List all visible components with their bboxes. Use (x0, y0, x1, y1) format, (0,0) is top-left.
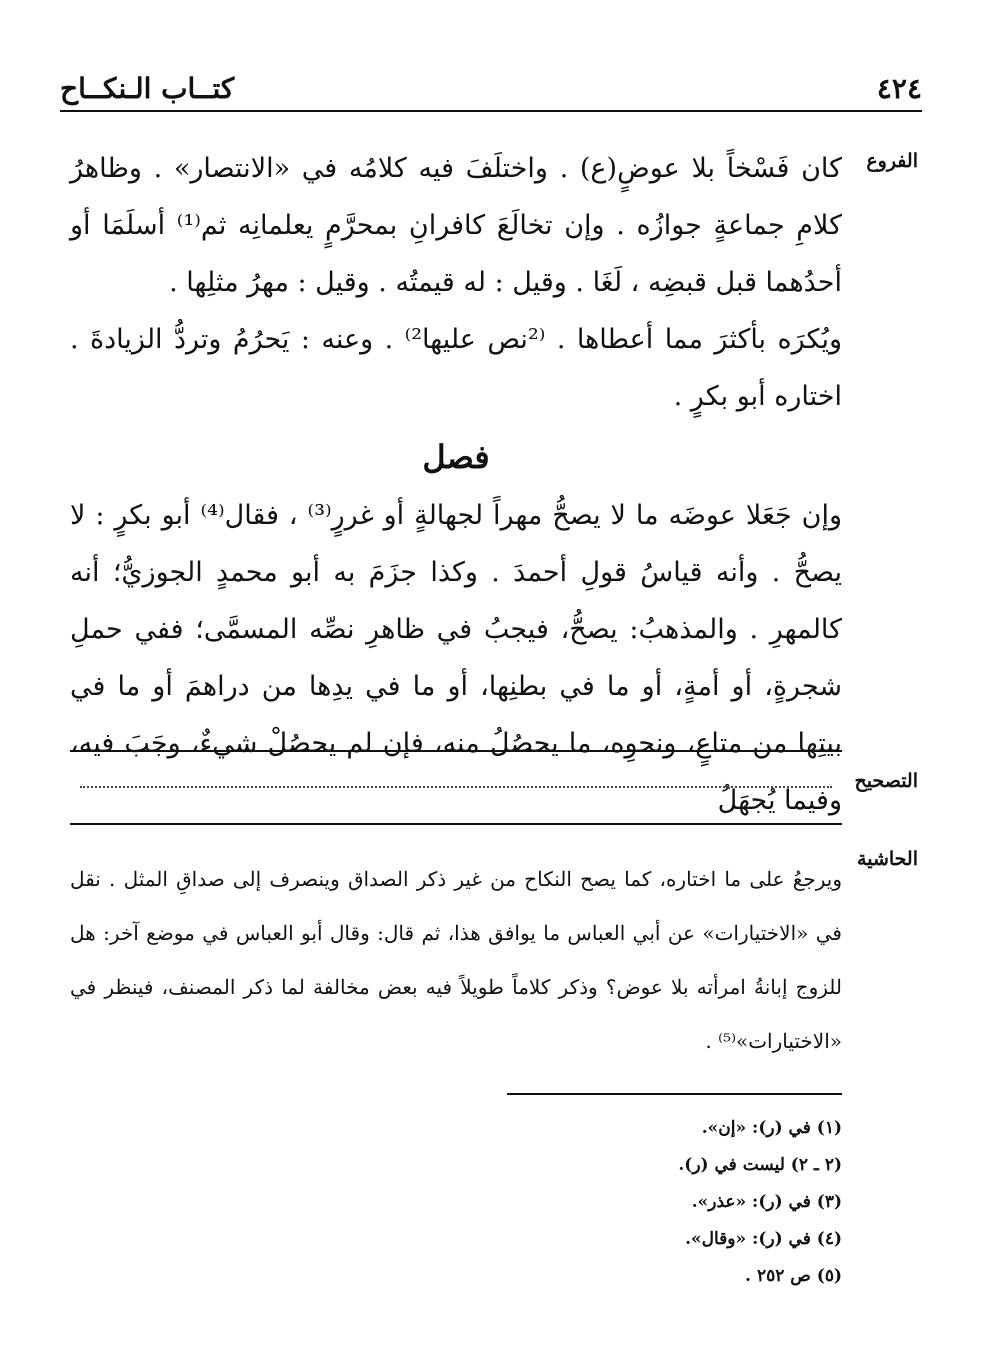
main-paragraph-3: وإن جَعَلا عوضَه ما لا يصحُّ مهراً لجهالةٍ أو غررٍ⁽³⁾ ، فقال⁽⁴⁾ أبو بكرٍ : لا يصحُّ . وأنه قياسُ قولِ أحمدَ . وكذا جزَمَ به أبو محمدٍ الجوزيُّ؛ أنه كالمهرِ . والمذهبُ: يصحُّ، فيجبُ في ظاهرِ نصِّه المسمَّى؛ ففي حملِ شجرةٍ، أو أمةٍ، أو ما في بطنِها، أو ما في يدِها من دراهمَ أو ما في بيتِها من متاعٍ، ونحوِه، ما يحصُلُ منه، فإن لم يحصُلْ شيءٌ، وجَبَ فيه، وفيما يُجهَلُ (70, 500, 843, 816)
running-header (60, 70, 922, 112)
hashiya-text-block (70, 852, 842, 1068)
page-number: ٤٢٤ (876, 72, 922, 105)
footnote-4: (٤) في (ر): «وقال». (685, 1229, 842, 1249)
main-paragraph-2: ويُكرَه بأكثرَ مما أعطاها . ⁽²نص عليها²⁾ . وعنه : يَحرُمُ وتردُّ الزيادةَ . اختاره أبو بكرٍ . (70, 324, 843, 412)
footnotes-divider (507, 1093, 842, 1095)
margin-label-hashiya: الحاشية (857, 848, 918, 870)
footnote-3: (٣) في (ر): «عذر». (691, 1192, 842, 1212)
main-paragraph-1: كان فَسْخاً بلا عوضٍ(ع) . واختلَفَ فيه كلامُه في «الانتصار» . وظاهرُ كلامِ جماعةٍ جوازُه . وإن تخالَعَ كافرانِ بمحرَّمٍ يعلمانِه ثم⁽¹⁾ أسلَمَا أو أحدُهما قبل قبضِه ، لَغَا . وقيل : له قيمتُه . وقيل : مهرُ مثلِها . (70, 153, 842, 298)
main-text-block (70, 140, 842, 829)
main-text-divider (70, 750, 842, 752)
footnote-1: (١) في (ر): «إن». (701, 1118, 842, 1138)
tashih-dotted-line (80, 786, 832, 788)
margin-label-tashih: التصحيح (854, 770, 918, 792)
margin-label-furu: الفروع (866, 150, 918, 172)
footnotes-list (678, 1110, 842, 1295)
hashiya-paragraph: ويرجعُ على ما اختاره، كما يصح النكاح من غير ذكر الصداق وينصرف إلى صداقِ المثل . نقل في «الاختيارات» عن أبي العباس ما يوافق هذا، ثم قال: وقال أبو العباس في موضع آخر: هل للزوج إبانةُ امرأته بلا عوض؟ وذكر كلاماً طويلاً فيه بعض مخالفة لما ذكر المصنف، فينظر في «الاختيارات»⁽⁵⁾ . (70, 867, 842, 1053)
tashih-divider (70, 823, 842, 825)
footnote-5: (٥) ص ٢٥٢ . (745, 1266, 842, 1286)
footnote-2: (٢ ـ ٢) ليست في (ر). (678, 1155, 842, 1175)
section-heading: فصل (422, 438, 490, 476)
book-title: كتــاب الـنكــاح (60, 72, 235, 105)
